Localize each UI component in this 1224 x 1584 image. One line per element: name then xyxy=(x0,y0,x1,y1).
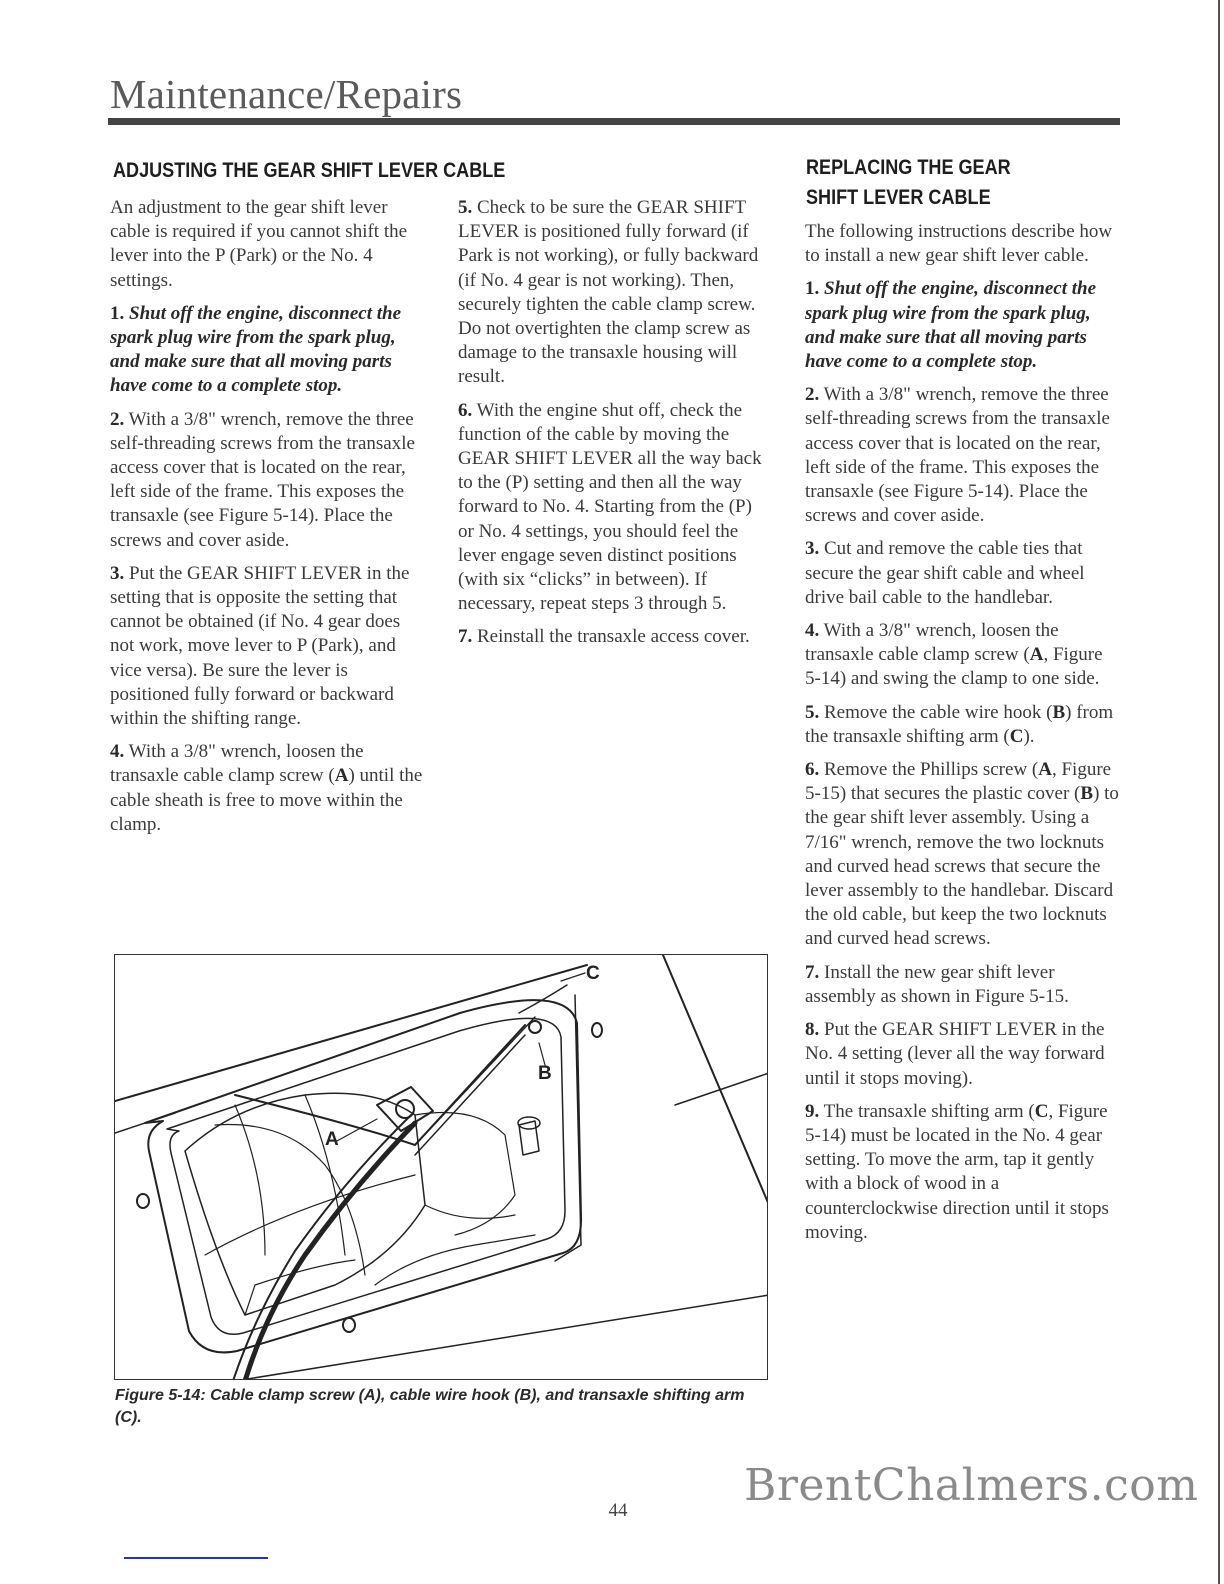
step-text: With the engine shut off, check the function of the cable by moving the GEAR SHIFT LEVER all the way back to the (P) setting and then all the way forward to No. 4. Starting from the (P) or No. 4 settings, you should feel the lever engage seven distinct positions (with six “clicks” in between). If necessary, repeat steps 3 through 5. xyxy=(458,399,762,615)
right-step-6 xyxy=(805,758,1123,952)
step-ref: A xyxy=(334,765,349,787)
left-step-3 xyxy=(110,562,428,731)
step-number: 6. xyxy=(458,399,473,421)
right-step-7 xyxy=(805,961,1123,1009)
header-rule xyxy=(108,118,1120,125)
left-step-2 xyxy=(110,408,428,553)
step-text: Put the GEAR SHIFT LEVER in the setting that is opposite the setting that cannot be obtained (if No. 4 gear does not work, move lever to P (Park), and vice versa). Be sure the lever is positioned fully forward or backward within the shifting range. xyxy=(110,562,410,730)
column-1 xyxy=(110,196,428,846)
left-step-1 xyxy=(110,302,428,399)
step-text: With a 3/8" wrench, remove the three self-threading screws from the transaxle access cover that is located on the rear, left side of the frame. This exposes the transaxle (see Figure 5-14). Place the screws and cover aside. xyxy=(805,384,1110,527)
step-number: 6. xyxy=(805,759,820,781)
step-ref: A xyxy=(1038,759,1052,781)
step-number: 2. xyxy=(805,384,820,406)
step-number: 7. xyxy=(458,626,473,648)
right-step-3 xyxy=(805,537,1123,610)
step-ref: B xyxy=(1080,783,1094,805)
step-ref: C xyxy=(1034,1100,1049,1122)
page-number: 44 xyxy=(608,1500,628,1521)
page-edge xyxy=(1218,0,1220,1584)
step-ref: C xyxy=(1009,725,1024,747)
step-ref: A xyxy=(1029,644,1044,666)
watermark: BrentChalmers.com xyxy=(744,1460,1199,1511)
figure-label-c: C xyxy=(586,963,600,984)
figure-label-b: B xyxy=(538,1063,552,1084)
right-step-1 xyxy=(805,277,1123,374)
bottom-link-underline xyxy=(124,1557,268,1559)
step-number: 5. xyxy=(805,701,820,723)
step-text: Reinstall the transaxle access cover. xyxy=(477,626,750,648)
step-text: Shut off the engine, disconnect the spark plug wire from the spark plug, and make sure that all moving parts have come to a complete stop. xyxy=(110,302,402,397)
left-step-6 xyxy=(458,399,770,617)
step-number: 8. xyxy=(805,1019,820,1041)
right-intro: The following instructions describe how to install a new gear shift lever cable. xyxy=(805,221,1113,267)
step-text: Cut and remove the cable ties that secure the gear shift cable and wheel drive bail cable to the handlebar. xyxy=(805,538,1085,608)
step-number: 3. xyxy=(805,538,820,560)
figure-caption: Figure 5-14: Cable clamp screw (A), cable wire hook (B), and transaxle shifting arm (C). xyxy=(115,1387,745,1426)
page-header-title: Maintenance/Repairs xyxy=(110,71,463,117)
step-text: With a 3/8" wrench, remove the three self-threading screws from the transaxle access cover that is located on the rear, left side of the frame. This exposes the transaxle (see Figure 5-14). Place the screws and cover aside. xyxy=(110,408,415,551)
step-number: 2. xyxy=(110,408,125,430)
step-text: The transaxle shifting arm ( xyxy=(823,1100,1035,1122)
step-text: Install the new gear shift lever assembly as shown in Figure 5-15. xyxy=(805,961,1069,1007)
step-text: ). xyxy=(1023,725,1035,747)
left-step-4 xyxy=(110,740,428,837)
right-step-9 xyxy=(805,1100,1123,1245)
step-text: Remove the Phillips screw ( xyxy=(824,759,1039,781)
step-number: 1. xyxy=(110,302,125,324)
right-step-2 xyxy=(805,383,1123,528)
right-step-4 xyxy=(805,619,1123,692)
step-text: Remove the cable wire hook ( xyxy=(824,701,1053,723)
figure-label-a: A xyxy=(325,1129,339,1150)
step-number: 5. xyxy=(458,197,473,218)
step-ref: B xyxy=(1052,701,1066,723)
step-text: With a 3/8" wrench, loosen the transaxle cable clamp screw ( xyxy=(805,620,1059,666)
step-text: , Figure 5-14) and swing the clamp to one side. xyxy=(805,644,1103,690)
step-text: , Figure 5-15) that secures the plastic cover ( xyxy=(805,759,1112,805)
right-step-8 xyxy=(805,1018,1123,1091)
step-text: ) until the cable sheath is free to move within the clamp. xyxy=(110,765,423,835)
step-text: Shut off the engine, disconnect the spark plug wire from the spark plug, and make sure that all moving parts have come to a complete stop. xyxy=(805,278,1097,373)
step-text: , Figure 5-14) must be located in the No. 4 gear setting. To move the arm, tap it gently with a block of wood in a counterclockwise direction until it stops moving. xyxy=(805,1100,1109,1243)
step-number: 3. xyxy=(110,562,125,584)
column-2 xyxy=(458,196,770,659)
left-step-5 xyxy=(458,196,770,390)
column-3 xyxy=(805,220,1123,1254)
right-section-title-line-1: REPLACING THE GEAR xyxy=(806,156,1011,179)
step-text: With a 3/8" wrench, loosen the transaxle cable clamp screw ( xyxy=(110,741,364,787)
step-number: 1. xyxy=(805,278,820,300)
step-number: 7. xyxy=(805,961,820,983)
right-step-5 xyxy=(805,701,1123,749)
step-number: 9. xyxy=(805,1100,820,1122)
left-section-title: ADJUSTING THE GEAR SHIFT LEVER CABLE xyxy=(113,159,506,182)
step-number: 4. xyxy=(110,741,125,763)
step-text: Check to be sure the GEAR SHIFT LEVER is positioned fully forward (if Park is not working), or fully backward (if No. 4 gear is not working). Then, securely tighten the cable clamp screw. Do not overtighten the clamp screw as damage to the transaxle housing will result. xyxy=(458,197,759,388)
transaxle-illustration xyxy=(115,955,768,1380)
step-number: 4. xyxy=(805,620,820,642)
right-section-title-line-2: SHIFT LEVER CABLE xyxy=(806,186,991,209)
step-text: Put the GEAR SHIFT LEVER in the No. 4 setting (lever all the way forward until it stops moving). xyxy=(805,1019,1105,1089)
step-text: ) to the gear shift lever assembly. Using a 7/16" wrench, remove the two locknuts and curved head screws that secure the lever assembly to the handlebar. Discard the old cable, but keep the two locknuts and curved head screws. xyxy=(805,783,1119,950)
step-text: ) from the transaxle shifting arm ( xyxy=(805,701,1114,747)
left-step-7 xyxy=(458,625,770,649)
left-intro: An adjustment to the gear shift lever cable is required if you cannot shift the lever into the P (Park) or the No. 4 settings. xyxy=(110,197,408,291)
figure-5-14 xyxy=(114,954,768,1380)
